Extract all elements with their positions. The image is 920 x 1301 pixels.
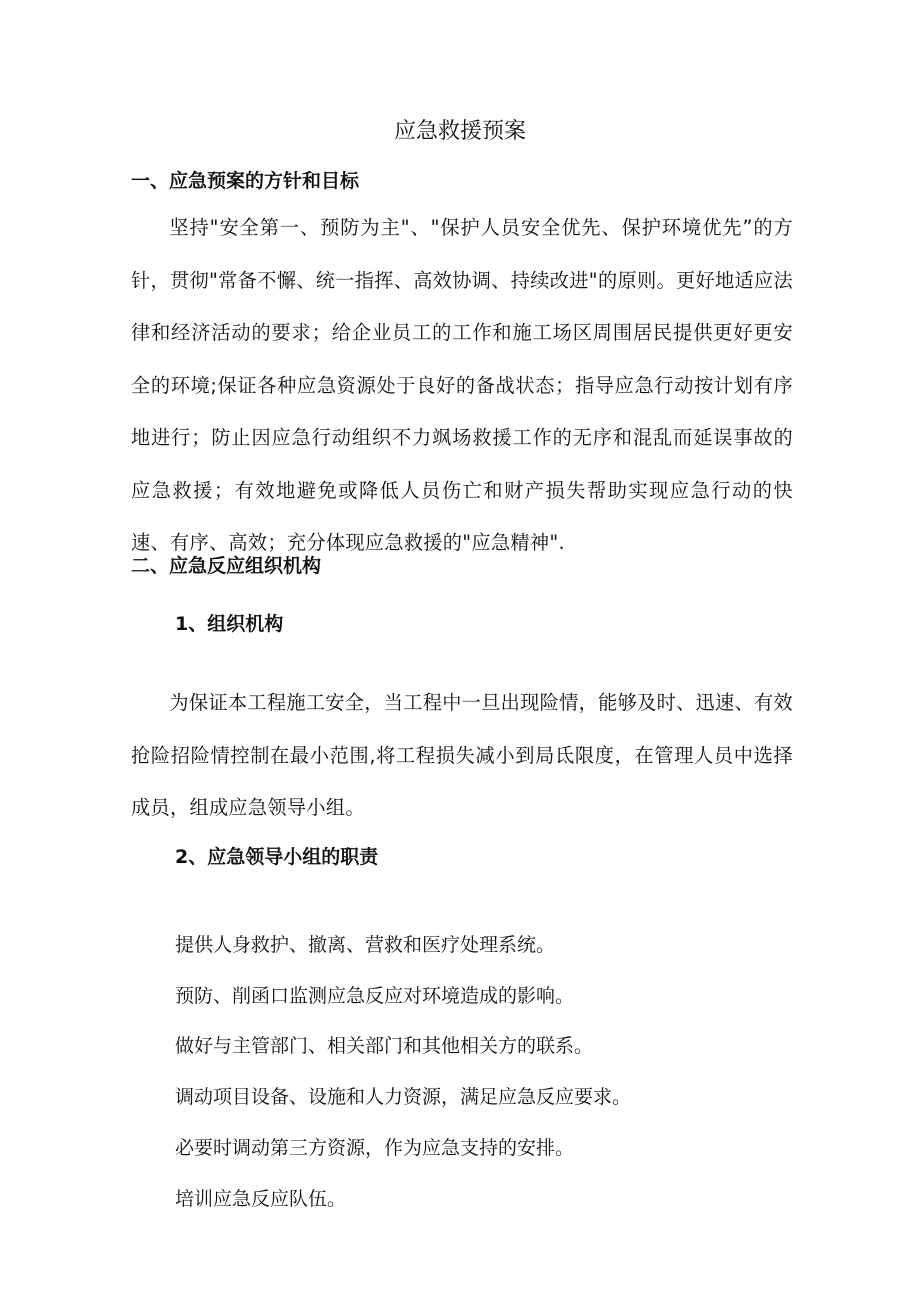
duty-list	[175, 920, 631, 1224]
section-heading-organization: 二、应急反应组织机构	[131, 555, 322, 577]
duty-item: 预防、削函口监测应急反应对环境造成的影响。	[175, 984, 575, 1007]
document-title: 应急救援预案	[393, 119, 526, 144]
subsection-heading-org-structure: 1、组织机构	[175, 613, 284, 635]
subsection-heading-leadership-duties: 2、应急领导小组的职责	[175, 846, 379, 868]
section-heading-policy-and-goals: 一、应急预案的方针和目标	[131, 170, 360, 192]
duty-item: 必要时调动第三方资源，作为应急支持的安排。	[175, 1136, 575, 1159]
duty-item: 培训应急反应队伍。	[175, 1187, 347, 1210]
duty-item: 提供人身救护、撤离、营救和医疗处理系统。	[175, 934, 556, 956]
duty-item: 做好与主管部门、相关部门和其他相关方的联系。	[175, 1035, 594, 1058]
duty-item: 调动项目设备、设施和人力资源，满足应急反应要求。	[175, 1086, 632, 1109]
section-paragraph-policy: 坚持"安全第一、预防为主"、"保护人员安全优先、保护环境优先”的方针，贯彻"常备不懈、统一指挥、高效协调、持续改进"的原则。更好地适应法律和经济活动的要求；给企业员工的工作和施工场区周围居民提供更好更安全的环境;保证各种应急资源处于良好的备战状态；指导应急行动按计划有序地进行；防止因应急行动组织不力飒场救援工作的无序和混乱而延误事故的应急救援；有效地避免或降低人员伤亡和财产损失帮助实现应急行动的快速、有序、高效；充分体现应急救援的"应急精神".	[131, 216, 793, 554]
subsection-paragraph-org-structure: 为保证本工程施工安全，当工程中一旦出现险情，能够及时、迅速、有效抢险招险情控制在最小范围,将工程损失减小到局氐限度，在管理人员中选择成员，组成应急领导小组。	[131, 691, 793, 819]
